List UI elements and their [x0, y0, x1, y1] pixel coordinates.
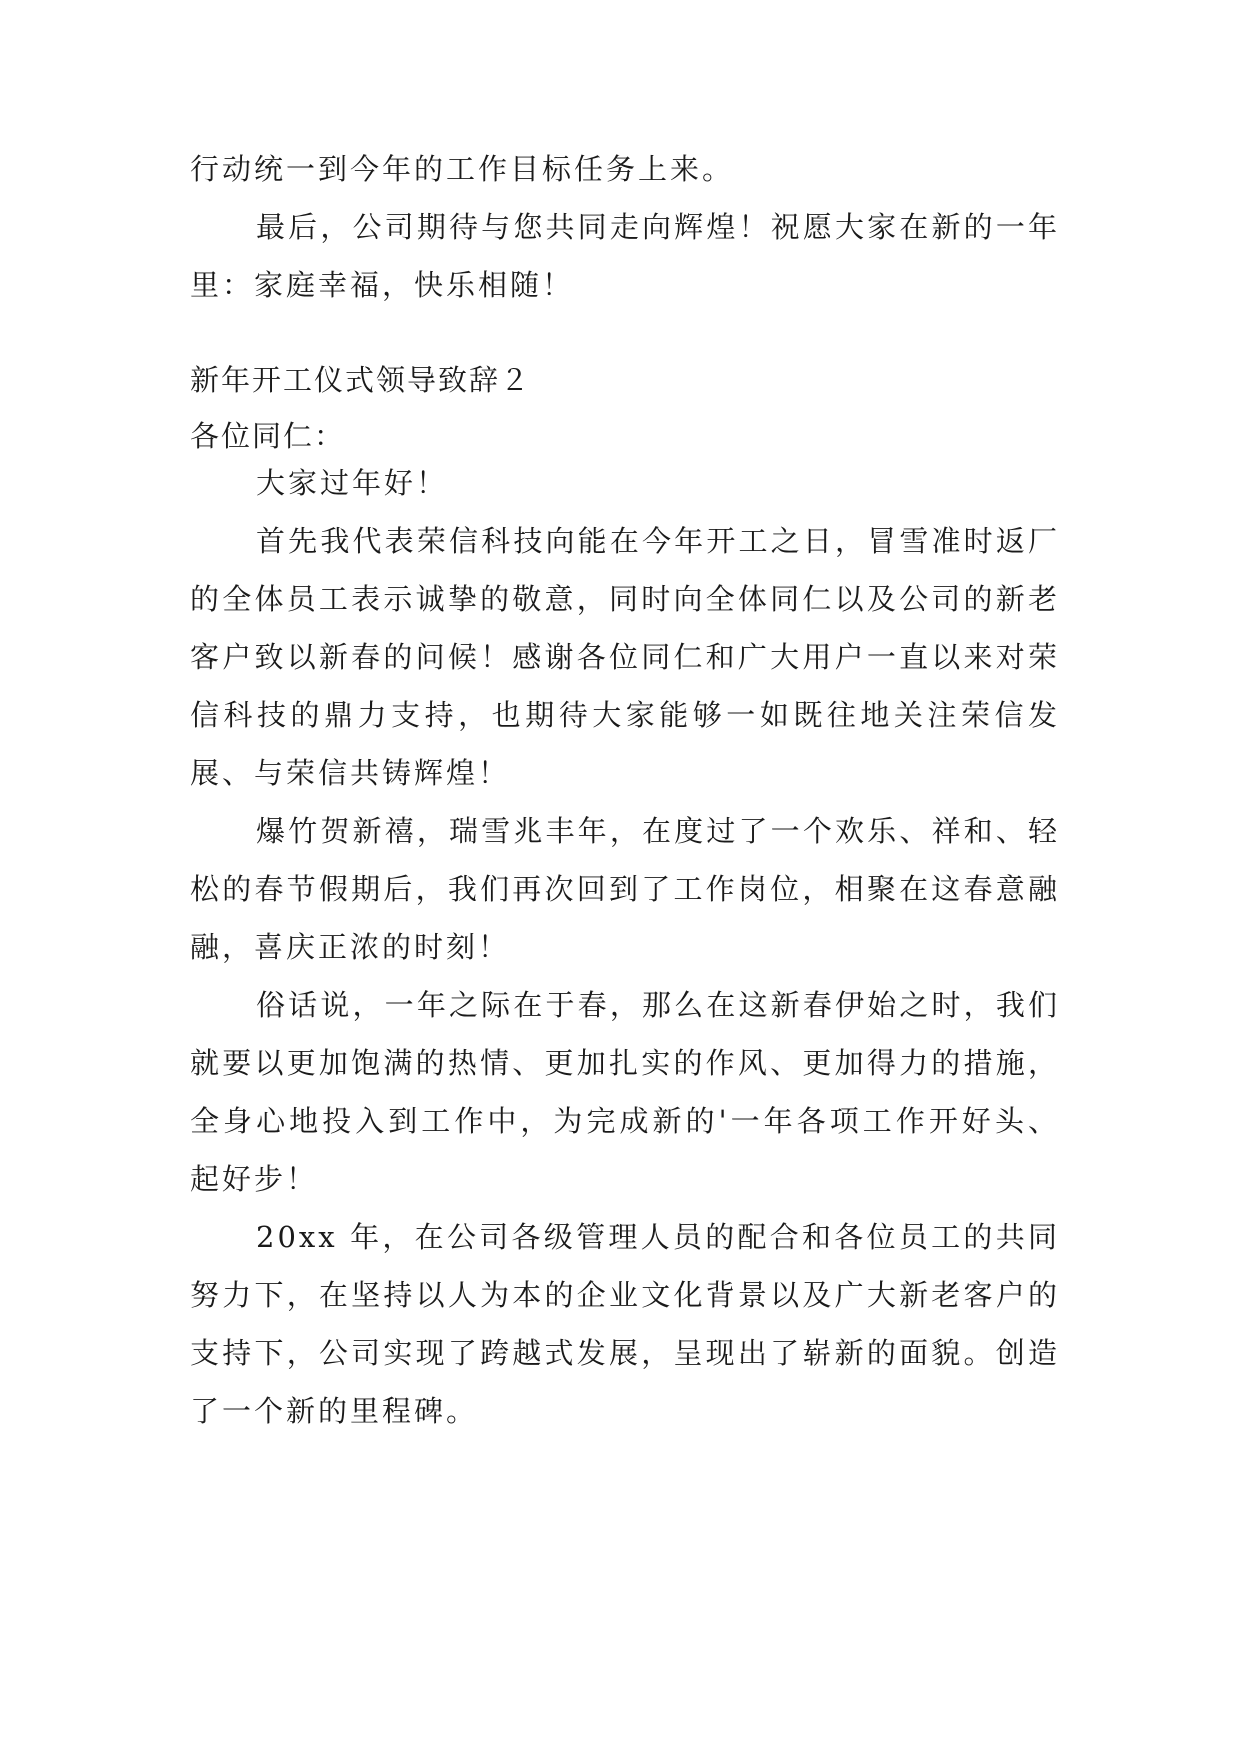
top-section	[190, 140, 1060, 314]
paragraph-closing: 最后，公司期待与您共同走向辉煌！祝愿大家在新的一年里：家庭幸福，快乐相随！	[190, 210, 1060, 302]
paragraph-greeting: 大家过年好！	[256, 466, 449, 500]
body-section	[190, 454, 1060, 1440]
salutation: 各位同仁：	[190, 419, 346, 453]
paragraph-festival: 爆竹贺新禧，瑞雪兆丰年，在度过了一个欢乐、祥和、轻松的春节假期后，我们再次回到了工作岗位，相聚在这春意融融，喜庆正浓的时刻！	[190, 814, 1060, 964]
section-title: 新年开工仪式领导致辞２	[190, 363, 532, 397]
section-heading-block	[190, 352, 1060, 464]
paragraph-continuation: 行动统一到今年的工作目标任务上来。	[190, 152, 735, 186]
paragraph-achievement: 20xx 年，在公司各级管理人员的配合和各位员工的共同努力下，在坚持以人为本的企业文化背景以及广大新老客户的支持下，公司实现了跨越式发展，呈现出了崭新的面貌。创造了一个新的里程碑。	[190, 1220, 1060, 1428]
paragraph-proverb: 俗话说，一年之际在于春，那么在这新春伊始之时，我们就要以更加饱满的热情、更加扎实的作风、更加得力的措施，全身心地投入到工作中，为完成新的'一年各项工作开好头、起好步！	[190, 988, 1060, 1196]
paragraph-thanks: 首先我代表荣信科技向能在今年开工之日，冒雪准时返厂的全体员工表示诚挚的敬意，同时向全体同仁以及公司的新老客户致以新春的问候！感谢各位同仁和广大用户一直以来对荣信科技的鼎力支持，也期待大家能够一如既往地关注荣信发展、与荣信共铸辉煌！	[190, 524, 1060, 790]
